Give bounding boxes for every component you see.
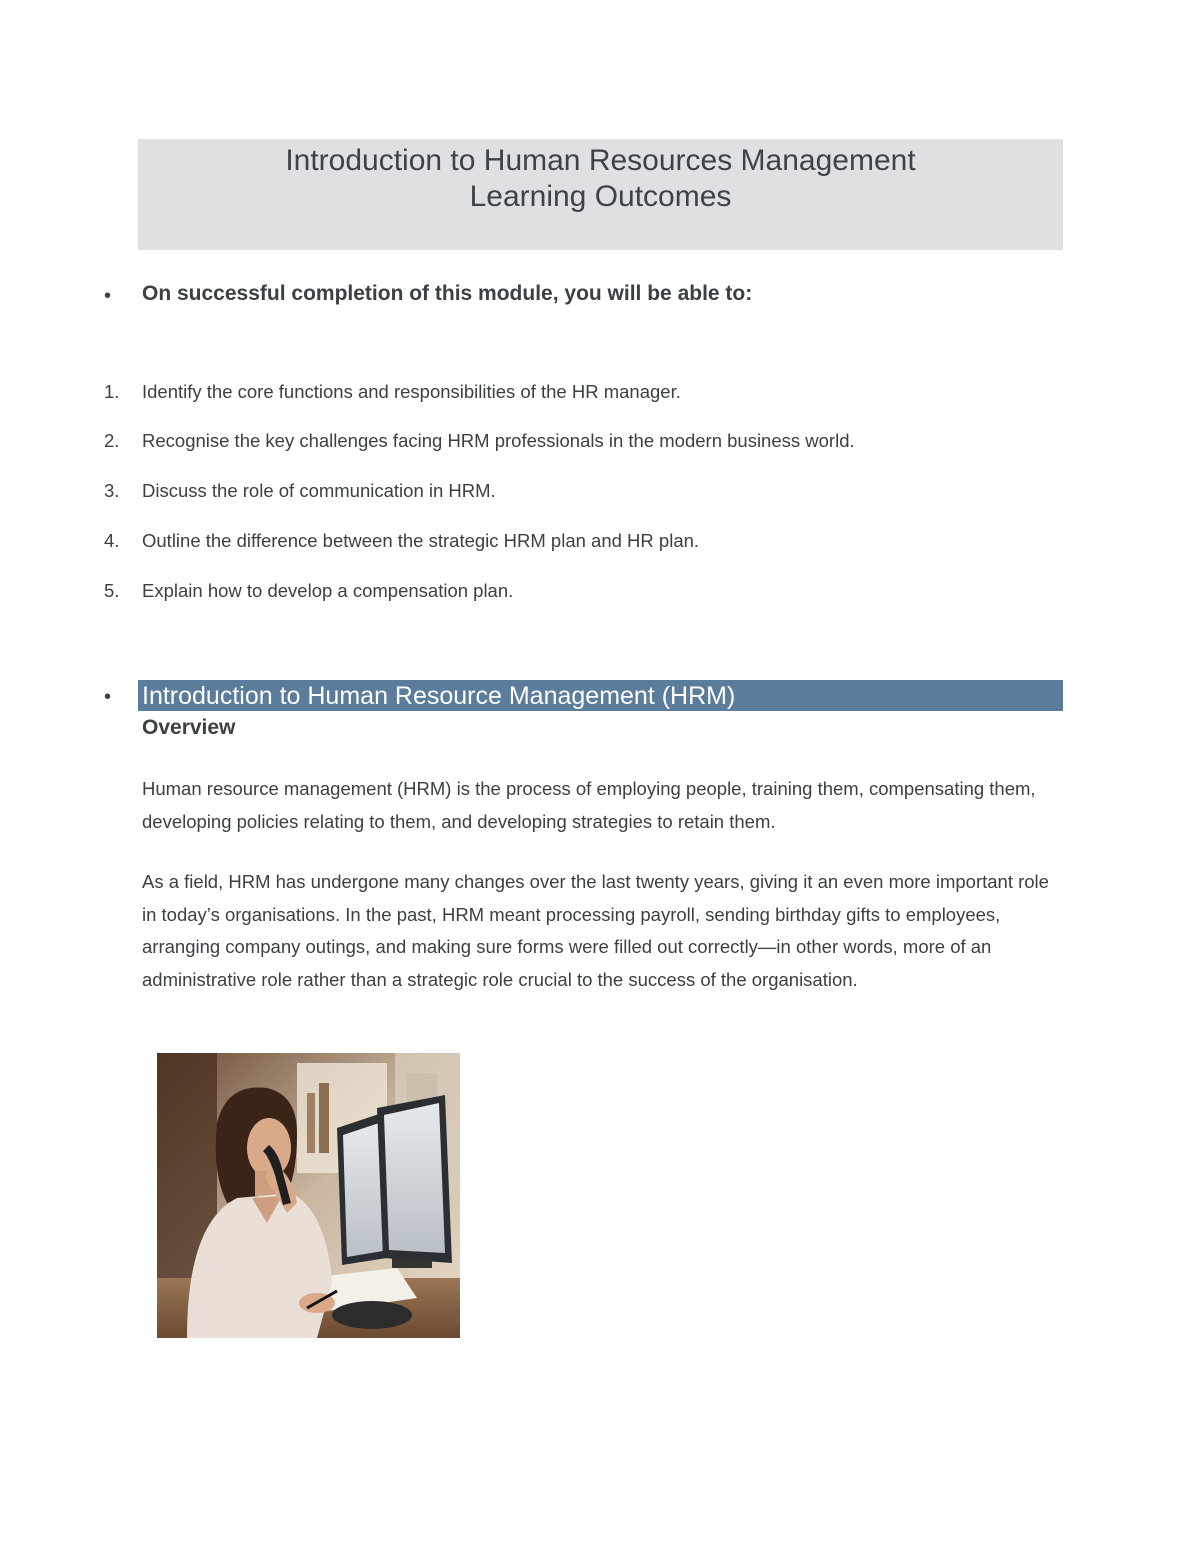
title-box xyxy=(138,139,1063,250)
list-text: Recognise the key challenges facing HRM professionals in the modern business world. xyxy=(142,430,855,451)
paragraph-history: As a field, HRM has undergone many changes over the last twenty years, giving it an even more important role in today’s organisations. In the past, HRM meant processing payroll, sending birthday gifts to employees, arranging company outings, and making sure forms were filled out correctly—in other words, more of an administrative role rather than a strategic role crucial to the success of the organisation. xyxy=(142,871,1049,990)
bullet-icon: • xyxy=(104,285,112,307)
list-item xyxy=(104,430,855,452)
list-text: Explain how to develop a compensation plan. xyxy=(142,580,514,601)
woman-on-phone-illustration xyxy=(157,1053,460,1338)
list-number: 3. xyxy=(104,480,120,501)
outcomes-intro: On successful completion of this module, you will be able to: xyxy=(142,282,753,305)
document-subtitle: Learning Outcomes xyxy=(469,180,732,213)
section-subtitle: Overview xyxy=(142,716,236,739)
list-item xyxy=(104,580,513,602)
section-title: Introduction to Human Resource Management (HRM) xyxy=(142,682,736,710)
list-item xyxy=(104,530,699,552)
list-text: Outline the difference between the strategic HRM plan and HR plan. xyxy=(142,530,700,551)
list-number: 5. xyxy=(104,580,120,601)
list-text: Identify the core functions and responsibilities of the HR manager. xyxy=(142,381,681,402)
paragraph-definition: Human resource management (HRM) is the process of employing people, training them, compensating them, developing policies relating to them, and developing strategies to retain them. xyxy=(142,778,1036,832)
office-photo xyxy=(157,1053,460,1338)
list-number: 2. xyxy=(104,430,120,451)
list-number: 1. xyxy=(104,381,120,402)
bullet-icon: • xyxy=(104,686,112,708)
list-item xyxy=(104,381,681,403)
list-number: 4. xyxy=(104,530,120,551)
list-text: Discuss the role of communication in HRM. xyxy=(142,480,496,501)
document-title: Introduction to Human Resources Management xyxy=(285,144,916,177)
list-item xyxy=(104,480,496,502)
